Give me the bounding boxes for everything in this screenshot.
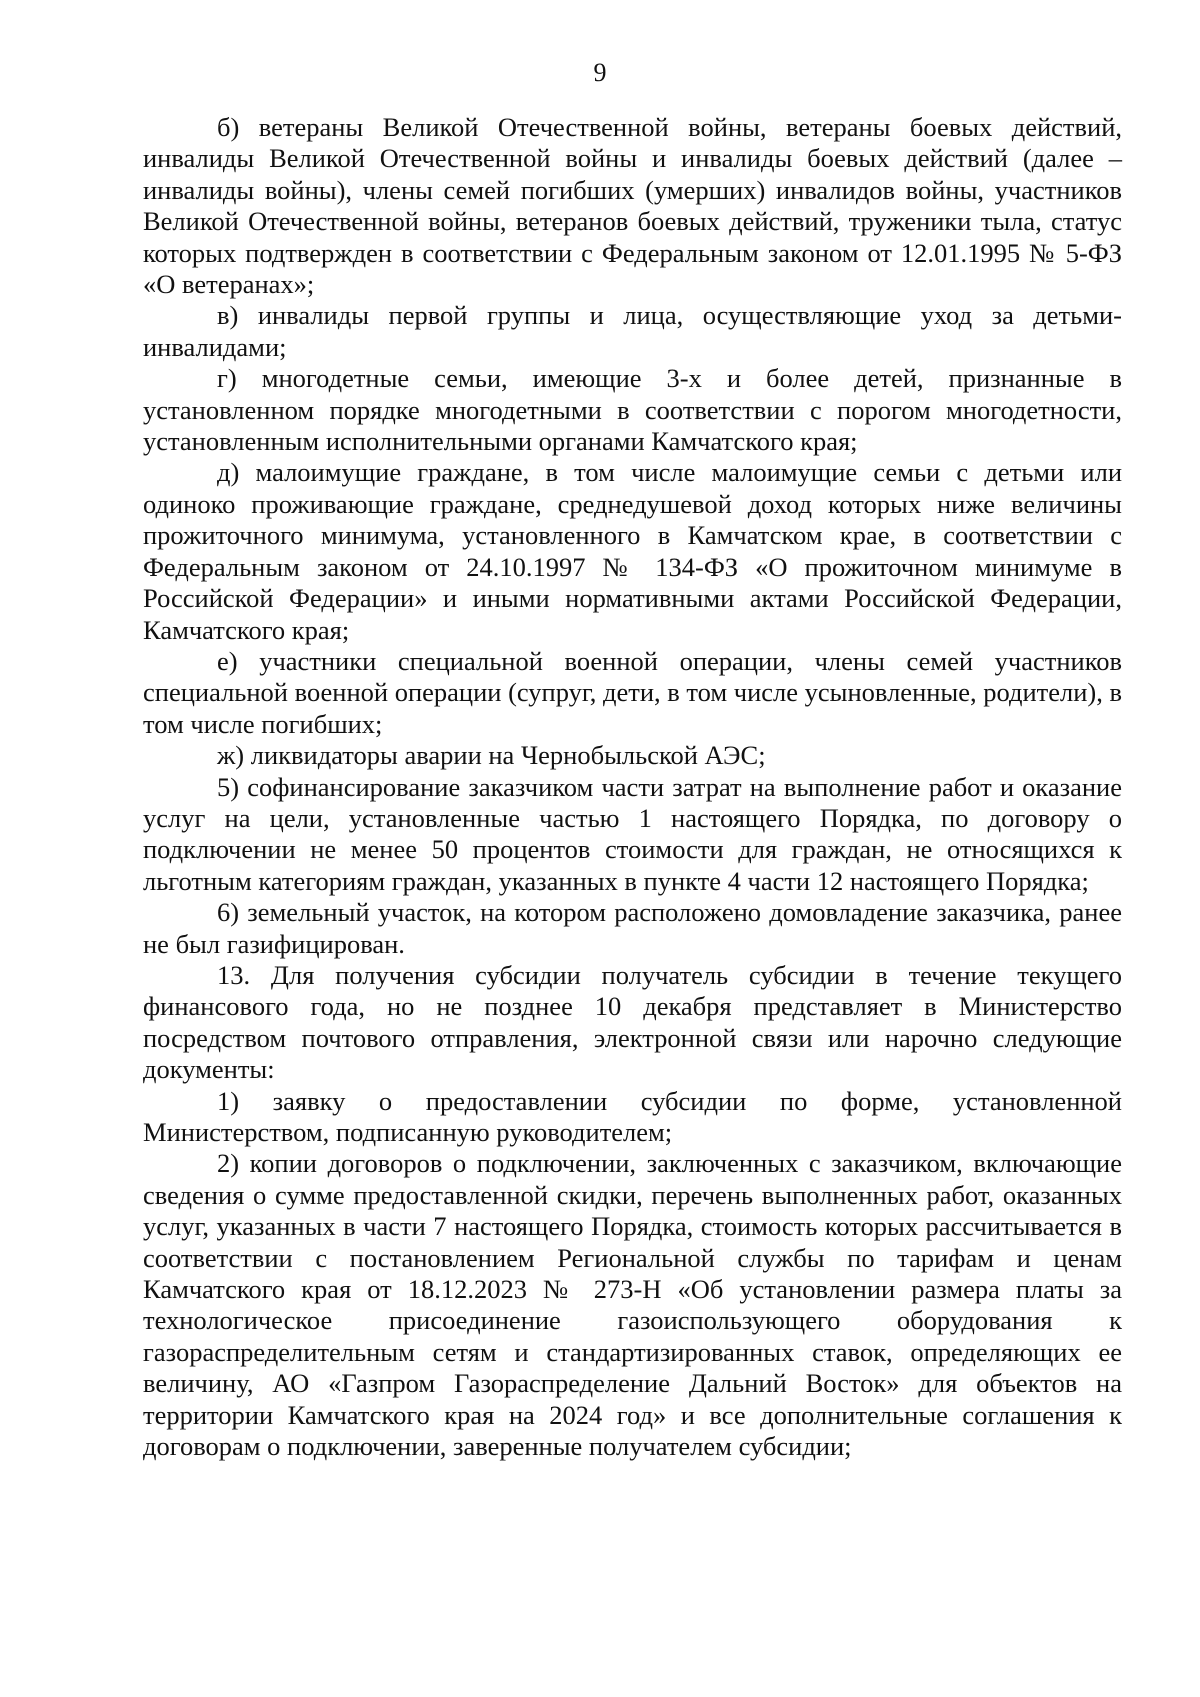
paragraph-5-cofinancing: 5) софинансирование заказчиком части затрат на выполнение работ и оказание услуг на цели, установленные частью 1 настоящего Порядка, по договору о подключении не менее 50 процентов стоимости для граждан, не относящихся к льготным категориям граждан, указанных в пункте 4 части 12 настоящего Порядка; <box>143 771 1122 896</box>
paragraph-e-svo-participants: е) участники специальной военной операции, члены семей участников специальной военной операции (супруг, дети, в том числе усыновленные, родители), в том числе погибших; <box>143 645 1122 739</box>
paragraph-13-1-application: 1) заявку о предоставлении субсидии по форме, установленной Министерством, подписанную руководителем; <box>143 1085 1122 1147</box>
paragraph-d-low-income: д) малоимущие граждане, в том числе малоимущие семьи с детьми или одиноко проживающие граждане, среднедушевой доход которых ниже величины прожиточного минимума, установленного в Камчатском крае, в соответствии с Федеральным законом от 24.10.1997 № 134-ФЗ «О прожиточном минимуме в Российской Федерации» и иными нормативными актами Российской Федерации, Камчатского края; <box>143 457 1122 645</box>
document-body <box>143 112 1122 1462</box>
paragraph-b-veterans: б) ветераны Великой Отечественной войны, ветераны боевых действий, инвалиды Великой Отечественной войны и инвалиды боевых действий (далее – инвалиды войны), члены семей погибших (умерших) инвалидов войны, участников Великой Отечественной войны, ветеранов боевых действий, труженики тыла, статус которых подтвержден в соответствии с Федеральным законом от 12.01.1995 № 5-ФЗ «О ветеранах»; <box>143 112 1122 300</box>
paragraph-6-land-plot: 6) земельный участок, на котором расположено домовладение заказчика, ранее не был газифицирован. <box>143 897 1122 959</box>
paragraph-13-2-contracts: 2) копии договоров о подключении, заключенных с заказчиком, включающие сведения о сумме предоставленной скидки, перечень выполненных работ, оказанных услуг, указанных в части 7 настоящего Порядка, стоимость которых рассчитывается в соответствии с постановлением Региональной службы по тарифам и ценам Камчатского края от 18.12.2023 № 273-Н «Об установлении размера платы за технологическое присоединение газоиспользующего оборудования к газораспределительным сетям и стандартизированных ставок, определяющих ее величину, АО «Газпром Газораспределение Дальний Восток» для объектов на территории Камчатского края на 2024 год» и все дополнительные соглашения к договорам о подключении, заверенные получателем субсидии; <box>143 1148 1122 1462</box>
paragraph-zh-chernobyl: ж) ликвидаторы аварии на Чернобыльской АЭС; <box>217 740 766 771</box>
page-number: 9 <box>593 58 607 87</box>
paragraph-13-documents: 13. Для получения субсидии получатель субсидии в течение текущего финансового года, но не позднее 10 декабря представляет в Министерство посредством почтового отправления, электронной связи или нарочно следующие документы: <box>143 959 1122 1085</box>
paragraph-g-large-families: г) многодетные семьи, имеющие 3-х и более детей, признанные в установленном порядке многодетными в соответствии с порогом многодетности, установленным исполнительными органами Камчатского края; <box>143 363 1122 457</box>
paragraph-v-disabled: в) инвалиды первой группы и лица, осуществляющие уход за детьми-инвалидами; <box>143 300 1122 362</box>
